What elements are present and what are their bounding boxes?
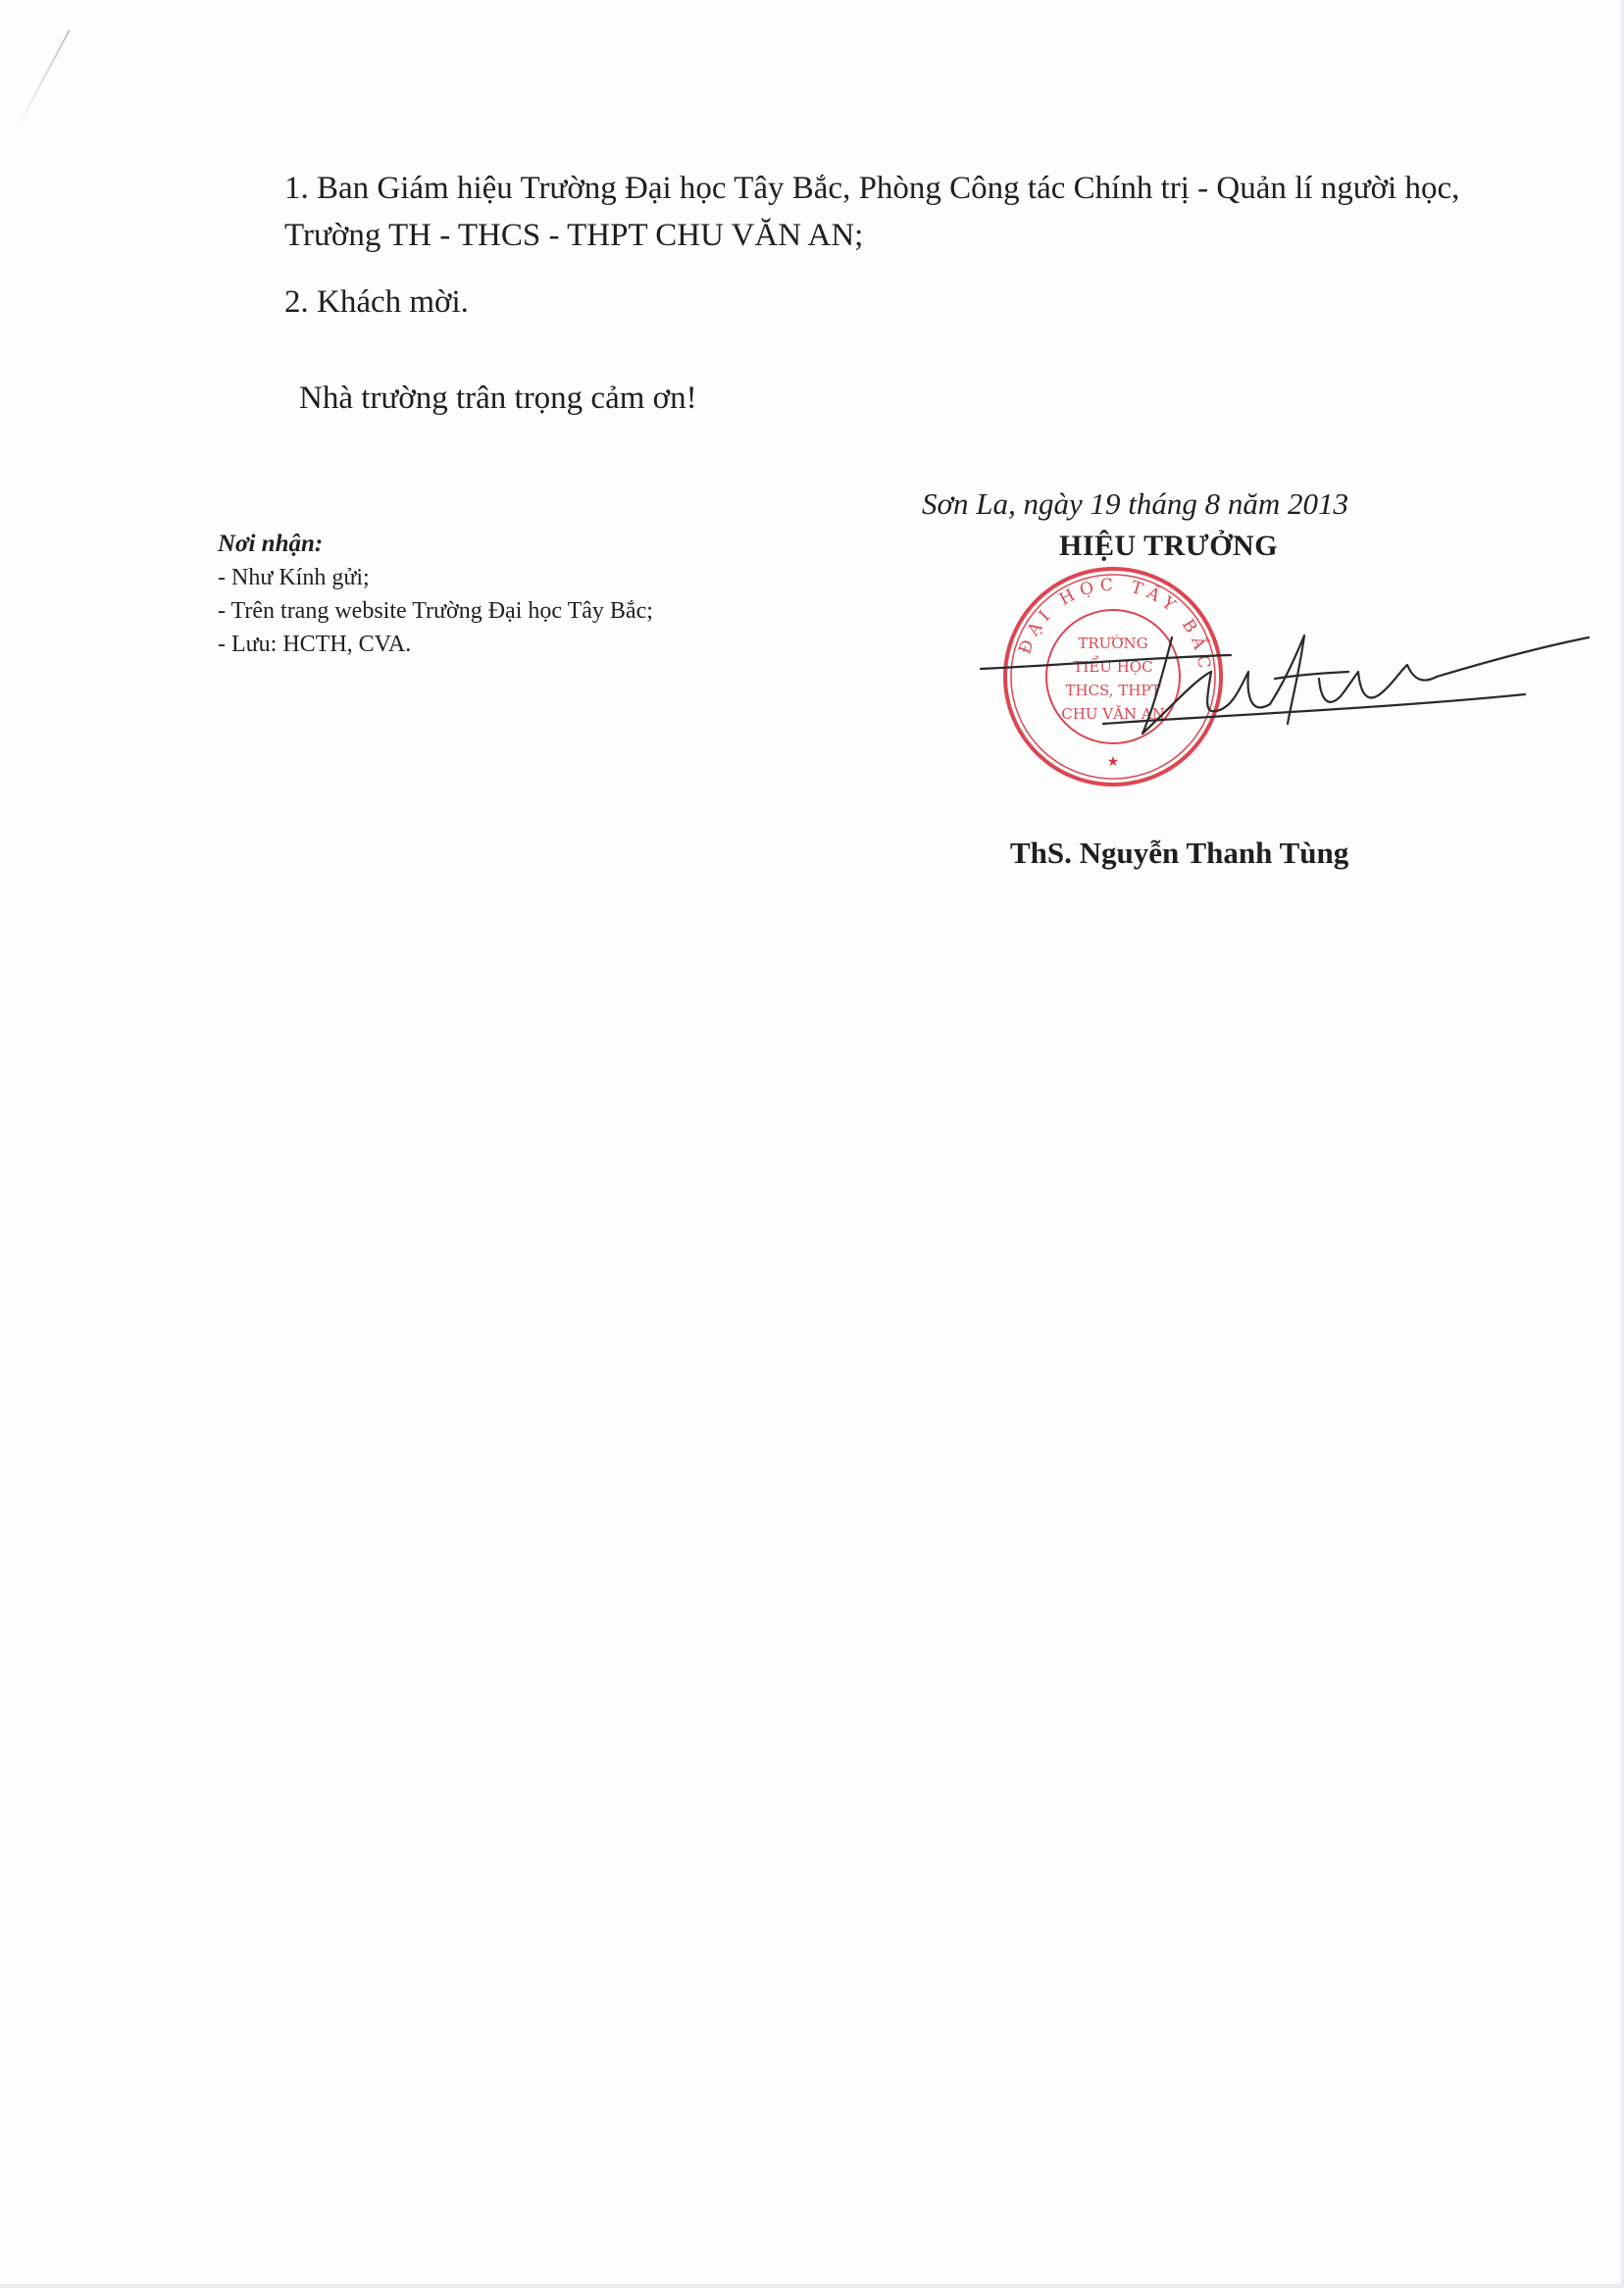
place-date: Sơn La, ngày 19 tháng 8 năm 2013 bbox=[922, 486, 1349, 521]
distribution-item-2: 2. Khách mời. bbox=[284, 284, 469, 320]
seal-inner-line: THCS, THPT bbox=[1065, 682, 1161, 699]
distribution-list bbox=[284, 165, 1549, 326]
scan-edge bbox=[0, 2284, 1624, 2288]
distribution-item-1: 1. Ban Giám hiệu Trường Đại học Tây Bắc, Phòng Công tác Chính trị - Quản lí người học, Trường TH - THCS - THPT CHU VĂN AN; bbox=[284, 171, 1460, 253]
recipient-line: - Như Kính gửi; bbox=[218, 565, 370, 590]
scan-artifact-line bbox=[14, 29, 71, 134]
handwritten-signature bbox=[976, 618, 1594, 755]
recipients-block bbox=[218, 528, 653, 661]
seal-inner-line: TIỂU HỌC bbox=[1073, 658, 1153, 676]
seal-inner-line: CHU VĂN AN bbox=[1061, 705, 1165, 723]
seal-star-icon: ★ bbox=[1106, 755, 1120, 770]
signer-title: HIỆU TRƯỞNG bbox=[1059, 530, 1279, 562]
seal-outer-text: ĐẠI HỌC TÂY BẮC bbox=[1015, 575, 1215, 676]
scan-edge bbox=[1620, 0, 1624, 2288]
seal-inner-line: TRƯỜNG bbox=[1078, 635, 1148, 652]
recipient-line: - Lưu: HCTH, CVA. bbox=[218, 632, 412, 657]
closing-thanks: Nhà trường trân trọng cảm ơn! bbox=[299, 381, 697, 416]
recipients-heading: Nơi nhận: bbox=[218, 531, 324, 557]
signer-name: ThS. Nguyễn Thanh Tùng bbox=[1010, 836, 1349, 870]
recipient-line: - Trên trang website Trường Đại học Tây Bắc; bbox=[218, 598, 653, 624]
